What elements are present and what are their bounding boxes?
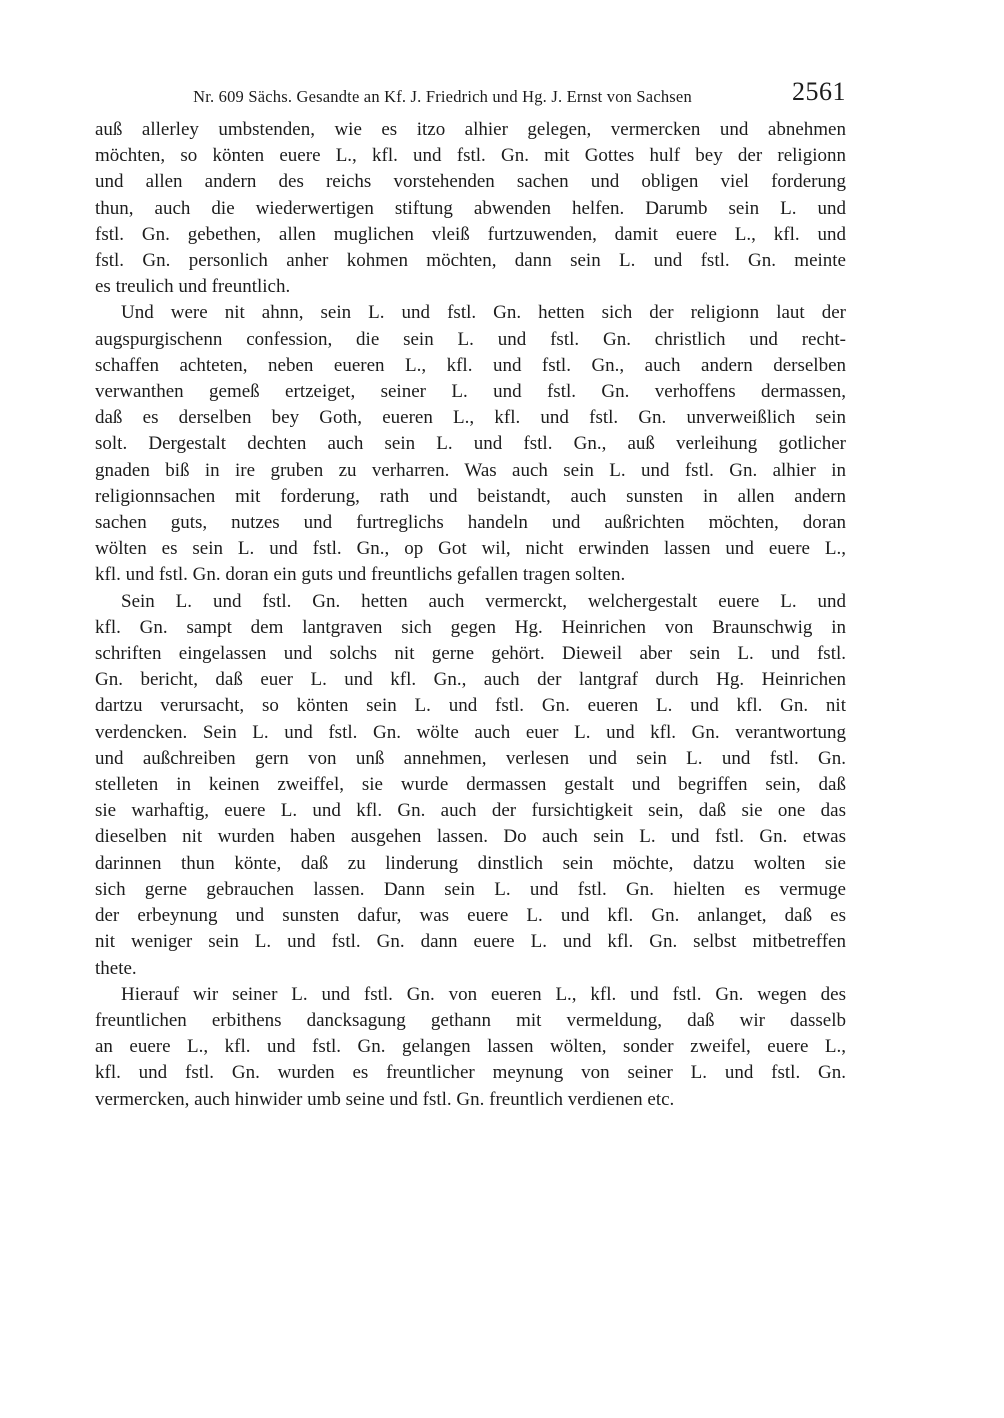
paragraph xyxy=(95,117,846,300)
text-line: schaffen achteten, neben eueren L., kfl. und fstl. Gn., auch andern derselben xyxy=(95,354,846,376)
text-line: sich gerne gebrauchen lassen. Dann sein L. und fstl. Gn. hielten es vermuge xyxy=(95,878,846,900)
text-line: darinnen thun könte, daß zu linderung dinstlich sein möchte, datzu wolten sie xyxy=(95,852,846,874)
text-line: auß allerley umbstenden, wie es itzo alhier gelegen, vermercken und abnehmen xyxy=(95,119,846,140)
text-line: an euere L., kfl. und fstl. Gn. gelangen lassen wölten, sonder zweifel, euere L., xyxy=(95,1036,846,1058)
text-line: augspurgischenn confession, die sein L. und fstl. Gn. christlich und recht- xyxy=(95,328,846,350)
text-line: sachen guts, nutzes und furtreglichs handeln und außrichten möchten, doran xyxy=(95,512,846,534)
letter-text-block xyxy=(95,117,846,1113)
paragraph xyxy=(95,300,846,588)
text-line: sie warhaftig, euere L. und kfl. Gn. auch der fursichtigkeit sein, daß sie one das xyxy=(95,800,846,822)
text-line: stelleten in keinen zweiffel, sie wurde dermassen gestalt und begriffen sein, daß xyxy=(95,774,846,796)
text-line: und allen andern des reichs vorstehenden sachen und obligen viel forderung xyxy=(95,171,846,193)
text-line: Gn. bericht, daß euer L. und kfl. Gn., auch der lantgraf durch Hg. Heinrichen xyxy=(95,669,846,691)
text-line: thun, auch die wiederwertigen stiftung abwenden helfen. Darumb sein L. und xyxy=(95,197,846,219)
text-line: fstl. Gn. gebethen, allen muglichen vleiß furtzuwenden, damit euere L., kfl. und xyxy=(95,223,846,245)
text-line: solt. Dergestalt dechten auch sein L. und fstl. Gn., auß verleihung gotlicher xyxy=(95,433,846,455)
text-line: nit weniger sein L. und fstl. Gn. dann euere L. und kfl. Gn. selbst mitbetreffen xyxy=(95,931,846,953)
page-number: 2561 xyxy=(792,77,846,106)
running-header xyxy=(95,77,846,110)
text-line: Und were nit ahnn, sein L. und fstl. Gn. hetten sich der religionn laut der xyxy=(121,302,846,324)
text-line: möchten, so könten euere L., kfl. und fstl. Gn. mit Gottes hulf bey der religionn xyxy=(95,145,846,167)
running-title: Nr. 609 Sächs. Gesandte an Kf. J. Friedrich und Hg. J. Ernst von Sachsen xyxy=(193,87,692,106)
text-line: verdencken. Sein L. und fstl. Gn. wölte auch euer L. und kfl. Gn. verantwortung xyxy=(95,721,846,743)
text-line: dieselben nit wurden haben ausgehen lassen. Do auch sein L. und fstl. Gn. etwas xyxy=(95,826,846,848)
text-line: wölten es sein L. und fstl. Gn., op Got wil, nicht erwinden lassen und euere L., xyxy=(95,538,846,560)
text-line: Hierauf wir seiner L. und fstl. Gn. von eueren L., kfl. und fstl. Gn. wegen des xyxy=(121,983,846,1005)
text-line: dartzu verursacht, so könten sein L. und fstl. Gn. eueren L. und kfl. Gn. nit xyxy=(95,695,846,717)
text-line: religionnsachen mit forderung, rath und beistandt, auch sunsten in allen andern xyxy=(95,485,846,507)
text-line: und außchreiben gern von unß annehmen, verlesen und sein L. und fstl. Gn. xyxy=(95,747,846,769)
text-line: der erbeynung und sunsten dafur, was euere L. und kfl. Gn. anlanget, daß es xyxy=(95,905,846,927)
text-line: verwanthen gemeß ertzeiget, seiner L. und fstl. Gn. verhoffens dermassen, xyxy=(95,381,846,403)
text-line: es treulich und freuntlich. xyxy=(95,276,291,298)
text-line: schriften eingelassen und solchs nit gerne gehört. Dieweil aber sein L. und fstl. xyxy=(95,643,846,665)
text-line: Sein L. und fstl. Gn. hetten auch vermerckt, welchergestalt euere L. und xyxy=(121,590,846,612)
text-line: freuntlichen erbithens dancksagung gethann mit vermeldung, daß wir dasselb xyxy=(95,1009,846,1031)
text-line: gnaden biß in ire gruben zu verharren. Was auch sein L. und fstl. Gn. alhier in xyxy=(95,459,846,481)
text-line: thete. xyxy=(95,957,137,979)
text-line: kfl. Gn. sampt dem lantgraven sich gegen Hg. Heinrichen von Braunschwig in xyxy=(95,616,846,638)
text-line: daß es derselben bey Goth, eueren L., kfl. und fstl. Gn. unverweißlich sein xyxy=(95,407,846,429)
text-line: fstl. Gn. personlich anher kohmen möchten, dann sein L. und fstl. Gn. meinte xyxy=(95,250,846,272)
paragraph xyxy=(95,589,846,982)
text-line: vermercken, auch hinwider umb seine und fstl. Gn. freuntlich verdienen etc. xyxy=(95,1088,675,1110)
paragraph xyxy=(95,982,846,1113)
text-line: kfl. und fstl. Gn. doran ein guts und freuntlichs gefallen tragen solten. xyxy=(95,564,626,586)
text-line: kfl. und fstl. Gn. wurden es freuntlicher meynung von seiner L. und fstl. Gn. xyxy=(95,1062,846,1084)
